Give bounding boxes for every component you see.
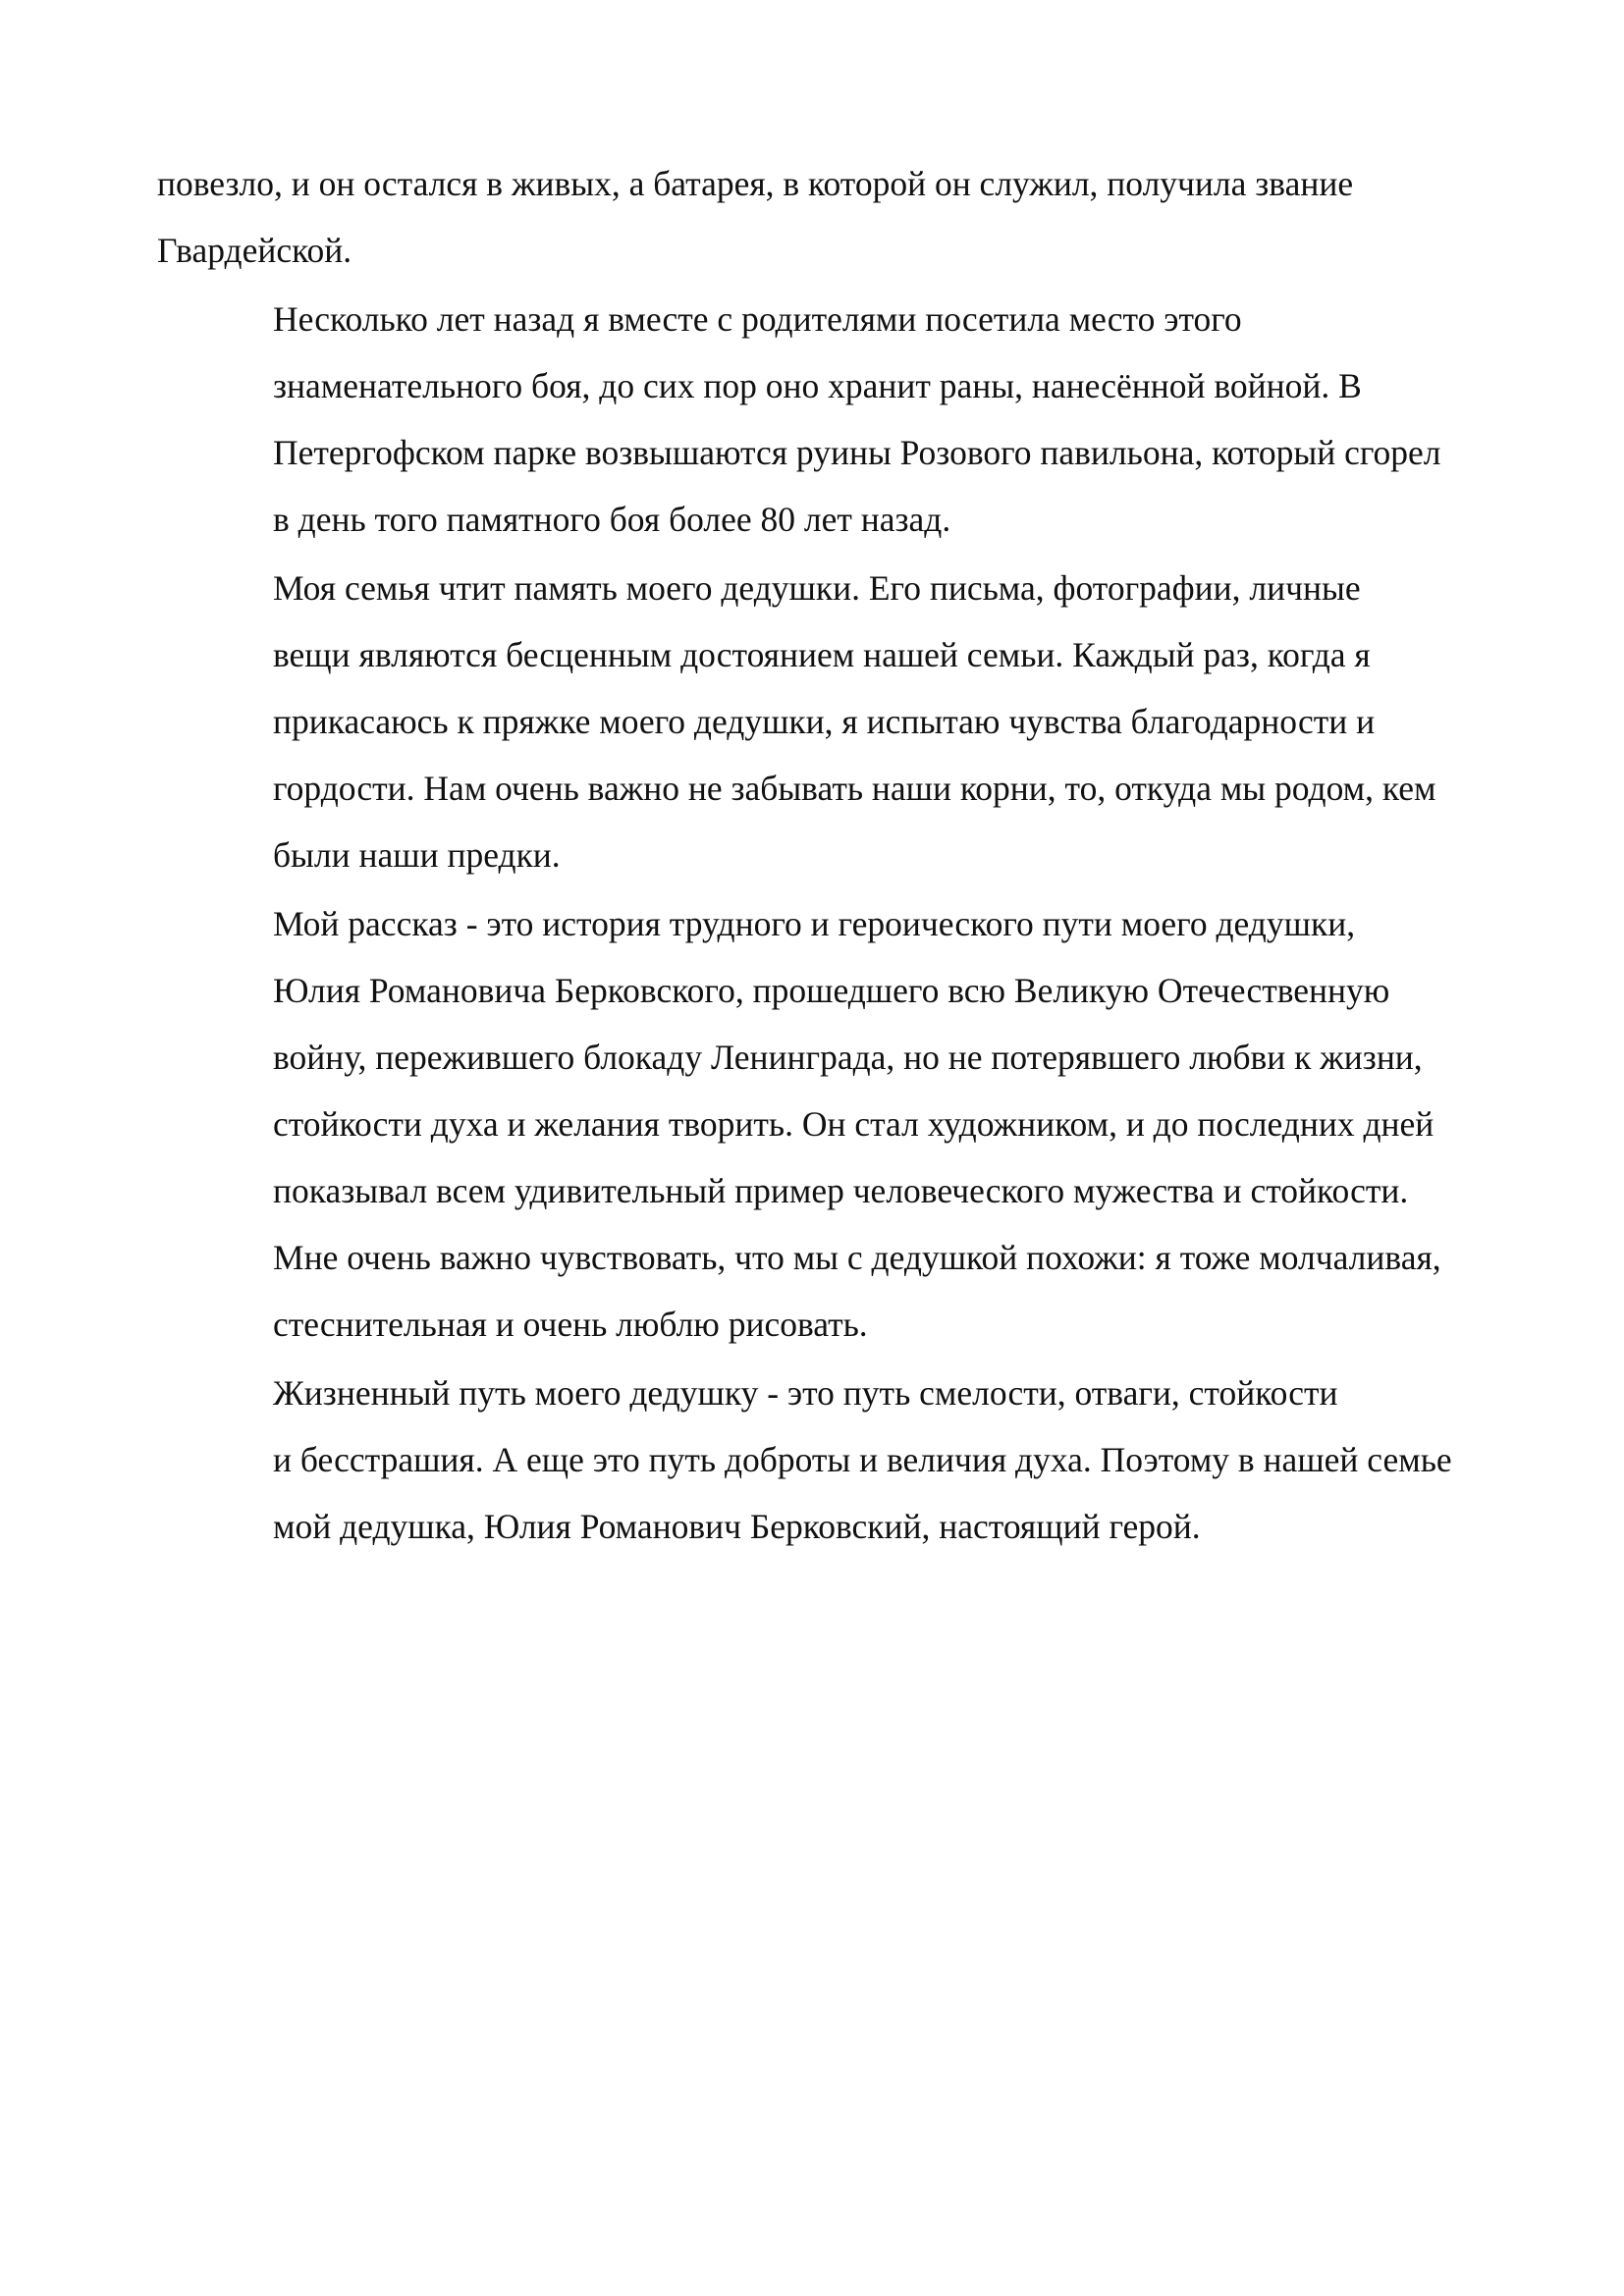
- text-line: повезло, и он остался в живых, а батарея, в которой он служил, получила звание: [157, 164, 1354, 203]
- document-body: [157, 150, 1485, 1562]
- paragraph-1: [157, 150, 1485, 284]
- text-line: войну, пережившего блокаду Ленинграда, но не потерявшего любви к жизни,: [273, 1038, 1423, 1077]
- text-line: гордости. Нам очень важно не забывать наши корни, то, откуда мы родом, кем: [273, 769, 1436, 808]
- text-line: стойкости духа и желания творить. Он стал художником, и до последних дней: [273, 1104, 1435, 1144]
- text-line: прикасаюсь к пряжке моего дедушки, я испытаю чувства благодарности и: [273, 702, 1376, 741]
- text-line: и бесстрашия. А еще это путь доброты и величия духа. Поэтому в нашей семье: [273, 1440, 1452, 1479]
- text-line: Мне очень важно чувствовать, что мы с дедушкой похожи: я тоже молчаливая,: [273, 1238, 1441, 1277]
- text-line: Гвардейской.: [157, 231, 352, 270]
- paragraph-3: [157, 555, 1485, 888]
- paragraph-2: [157, 286, 1485, 553]
- text-line: в день того памятного боя более 80 лет назад.: [273, 500, 951, 539]
- text-line: Несколько лет назад я вместе с родителями посетила место этого: [273, 299, 1242, 339]
- text-line: Моя семья чтит память моего дедушки. Его письма, фотографии, личные: [273, 568, 1361, 608]
- text-line: стеснительная и очень люблю рисовать.: [273, 1305, 868, 1344]
- text-line: знаменательного боя, до сих пор оно хранит раны, нанесённой войной. В: [273, 366, 1362, 405]
- text-line: Жизненный путь моего дедушку - это путь смелости, отваги, стойкости: [273, 1373, 1338, 1413]
- paragraph-4: [157, 890, 1485, 1358]
- text-line: Юлия Романовича Берковского, прошедшего всю Великую Отечественную: [273, 971, 1390, 1010]
- text-line: были наши предки.: [273, 835, 561, 875]
- text-line: Петергофском парке возвышаются руины Розового павильона, который сгорел: [273, 433, 1441, 472]
- text-line: показывал всем удивительный пример человеческого мужества и стойкости.: [273, 1171, 1409, 1210]
- text-line: вещи являются бесценным достоянием нашей семьи. Каждый раз, когда я: [273, 635, 1371, 674]
- text-line: Мой рассказ - это история трудного и героического пути моего дедушки,: [273, 904, 1356, 943]
- paragraph-5: [157, 1360, 1485, 1560]
- text-line: мой дедушка, Юлия Романович Берковский, настоящий герой.: [273, 1507, 1201, 1546]
